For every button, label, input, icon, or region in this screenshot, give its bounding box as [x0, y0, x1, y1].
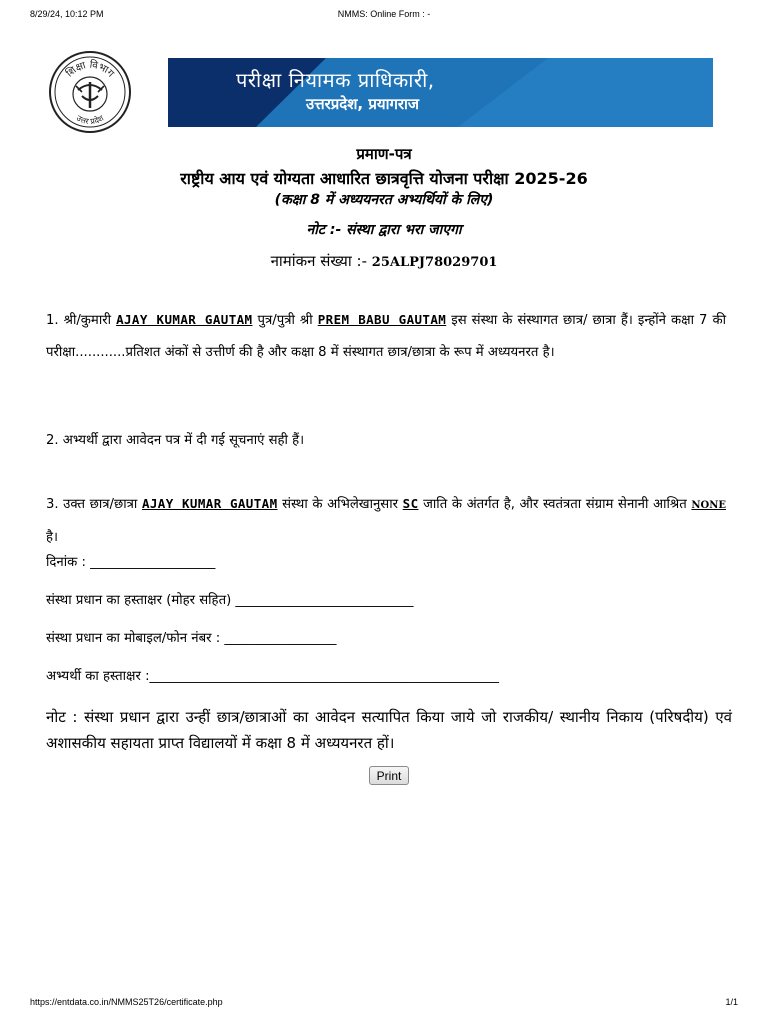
print-button[interactable]: Print [369, 766, 409, 785]
verification-note: नोट : संस्था प्रधान द्वारा उन्हीं छात्र/छात्राओं का आवेदन सत्यापित किया जाये जो राजकीय/ स्थानीय निकाय (परिषदीय) एवं अशासकीय सहायता प्राप्त विद्यालयों में कक्षा 8 में अध्ययनरत हों। [46, 708, 732, 752]
student-name-2: AJAY KUMAR GAUTAM [141, 496, 278, 511]
education-department-logo [48, 50, 132, 134]
principal-mobile-field: संस्था प्रधान का मोबाइल/फोन नंबर : _________________ [46, 631, 337, 646]
enrollment-number: 25ALPJ78029701 [371, 255, 498, 270]
banner-title: परीक्षा नियामक प्राधिकारी, [236, 68, 435, 92]
authority-banner [168, 58, 713, 127]
print-header [30, 9, 738, 23]
banner-subtitle: उत्तरप्रदेश, प्रयागराज [306, 95, 420, 113]
p1-prefix: 1. श्री/कुमारी [46, 313, 112, 328]
date-field: दिनांक : ___________________ [46, 555, 216, 570]
scheme-title: राष्ट्रीय आय एवं योग्यता आधारित छात्रवृत्ति योजना परीक्षा 2025-26 [180, 169, 588, 188]
p3-end: है। [46, 530, 59, 545]
logo-bottom-text: उत्तर प्रदेश [74, 113, 106, 127]
print-page-count: 1/1 [725, 997, 738, 1007]
paragraph-3 [46, 488, 726, 554]
print-datetime: 8/29/24, 10:12 PM [30, 9, 104, 19]
p1-mid: पुत्र/पुत्री श्री [257, 313, 313, 328]
student-name: AJAY KUMAR GAUTAM [116, 312, 253, 327]
p1-rest: इस संस्था के संस्थागत छात्र/ छात्रा हैं। इन्होंने कक्षा 7 की परीक्षा............प्रतिशत अंकों से उत्तीर्ण की है और कक्षा 8 में संस्थागत छात्र/छात्रा के रूप में अध्ययनरत है। [46, 313, 727, 360]
fill-note: नोट :- संस्था द्वारा भरा जाएगा [306, 222, 462, 238]
print-footer [30, 997, 738, 1011]
enrollment-line [0, 251, 768, 271]
candidate-signature-field: अभ्यर्थी का हस्ताक्षर :_____________________________________________________ [46, 669, 499, 684]
print-url: https://entdata.co.in/NMMS25T26/certificate.php [30, 997, 223, 1007]
paragraph-1 [46, 304, 726, 369]
freedom-fighter-value: NONE [691, 500, 726, 511]
class-note: (कक्षा 8 में अध्ययनरत अभ्यर्थियों के लिए) [274, 192, 494, 208]
enrollment-label: नामांकन संख्या :- [270, 252, 368, 270]
print-page-title: NMMS: Online Form : - [337, 9, 431, 19]
p3-mid: संस्था के अभिलेखानुसार [282, 497, 399, 512]
logo-top-text: शिक्षा विभाग [64, 59, 116, 80]
p3-prefix: 3. उक्त छात्र/छात्रा [46, 497, 138, 512]
caste-value: SC [402, 496, 419, 511]
p3-mid2: जाति के अंतर्गत है, और स्वतंत्रता संग्राम सेनानी आश्रित [423, 497, 687, 512]
principal-signature-field: संस्था प्रधान का हस्ताक्षर (मोहर सहित) ___________________________ [46, 593, 414, 608]
certificate-title: प्रमाण-पत्र [356, 145, 412, 163]
paragraph-2: 2. अभ्यर्थी द्वारा आवेदन पत्र में दी गई सूचनाएं सही हैं। [46, 433, 305, 448]
father-name: PREM BABU GAUTAM [317, 312, 447, 327]
